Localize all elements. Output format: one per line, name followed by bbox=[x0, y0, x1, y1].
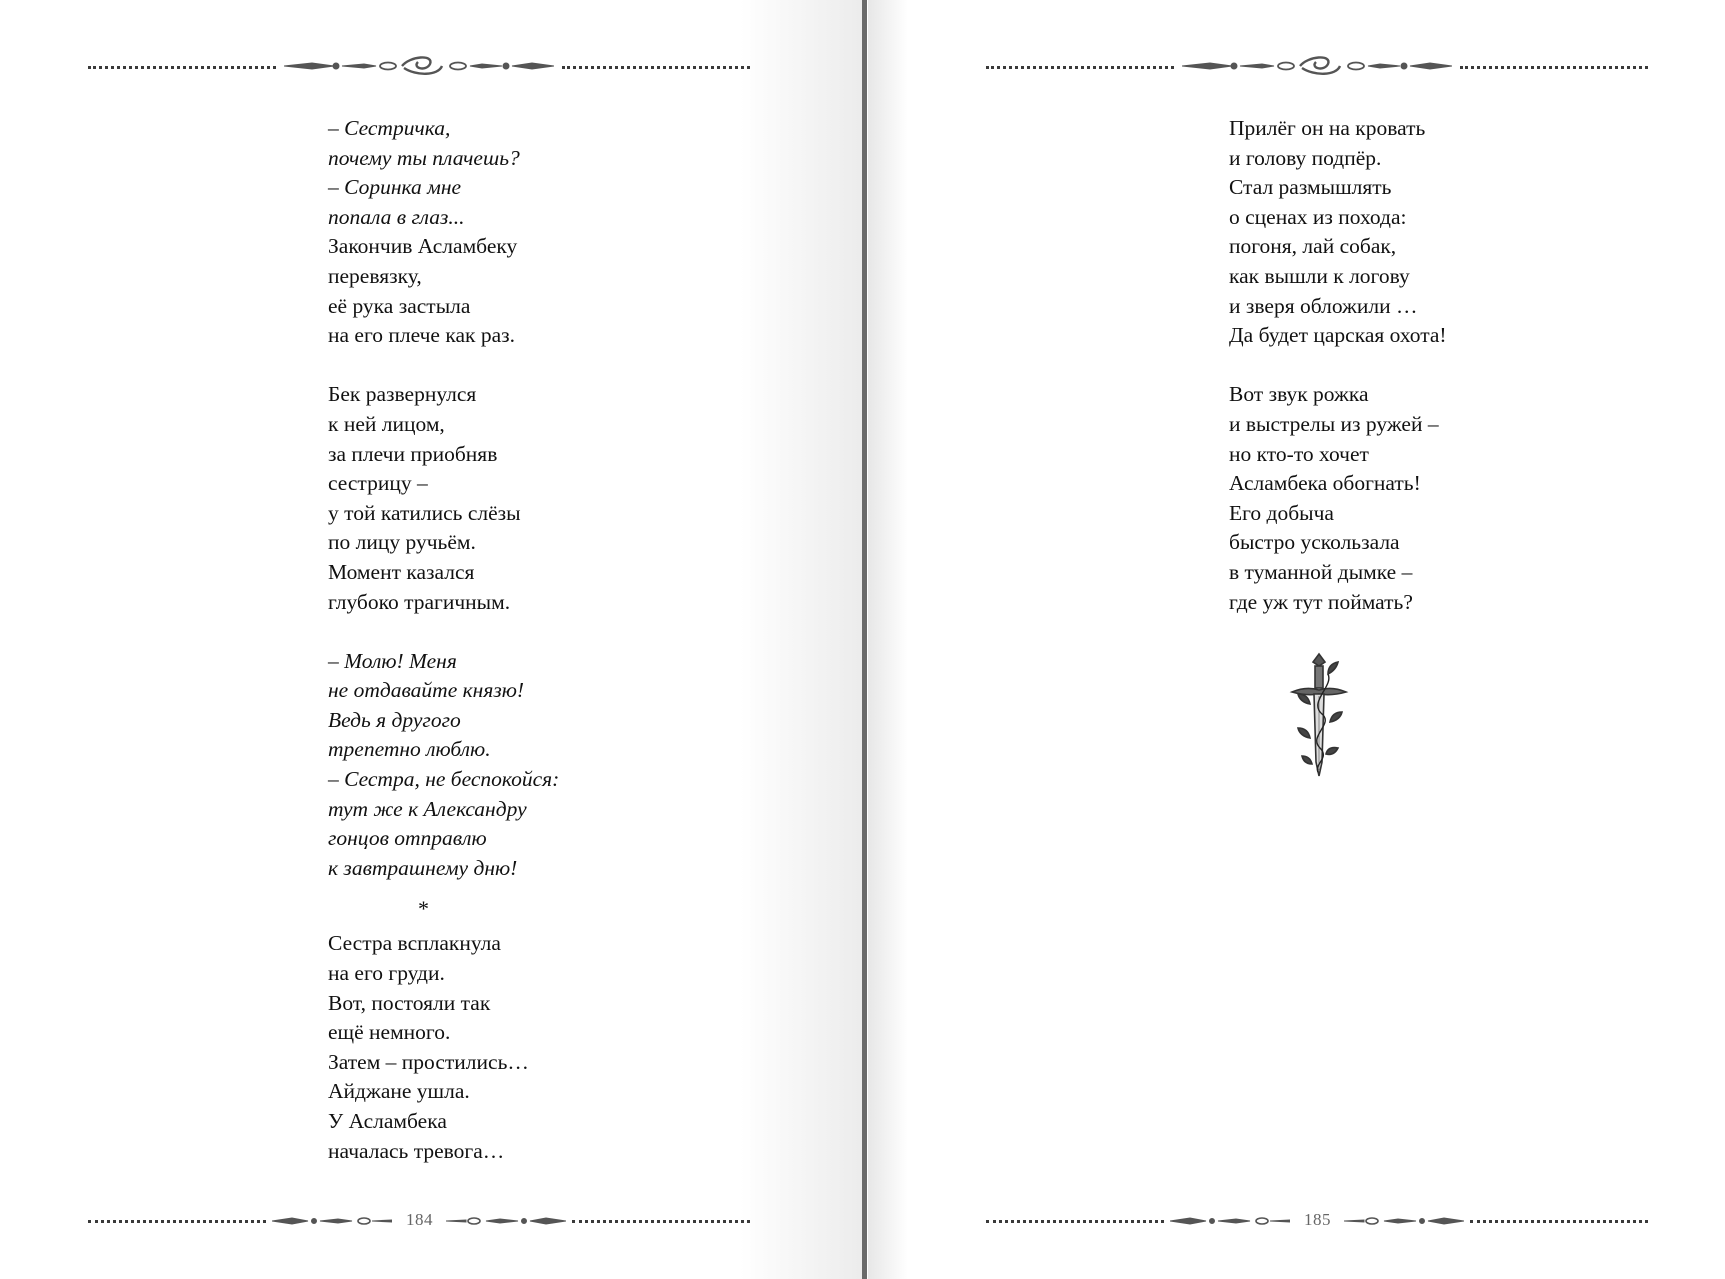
verse-line: – Сестричка, bbox=[328, 116, 451, 140]
right-page bbox=[868, 0, 1725, 1279]
verse-line: как вышли к логову bbox=[1229, 263, 1410, 288]
verse-line: в туманной дымке – bbox=[1229, 559, 1413, 584]
page-gutter-shadow bbox=[868, 0, 908, 1279]
verse-line: не отдавайте князю! bbox=[328, 678, 525, 703]
footer-rule-right bbox=[572, 1220, 750, 1223]
verse-line: Бек развернулся bbox=[328, 382, 477, 407]
footer-flourish-ornament-icon bbox=[1344, 1212, 1464, 1230]
verse-line: к ней лицом, bbox=[328, 411, 445, 436]
footer-rule-right bbox=[1470, 1220, 1648, 1223]
verse-line: – Молю! Меня bbox=[328, 648, 457, 673]
verse-line: Закончив Асламбеку bbox=[328, 234, 518, 259]
verse-line: ещё немного. bbox=[328, 1020, 451, 1045]
footer-flourish-ornament-icon bbox=[1170, 1212, 1290, 1230]
sword-with-vine-icon bbox=[1288, 652, 1350, 778]
header-rule-left bbox=[986, 66, 1174, 69]
verse-line: Ведь я другого bbox=[328, 707, 461, 732]
verse-line: к завтрашнему дню! bbox=[328, 855, 518, 880]
header-rule-left bbox=[88, 66, 276, 69]
verse-line: на его плече как раз. bbox=[328, 323, 515, 348]
header-flourish-ornament-icon bbox=[1182, 54, 1452, 78]
page-number: 185 bbox=[1304, 1210, 1331, 1229]
verse-line: Прилёг он на кровать bbox=[1229, 116, 1426, 140]
verse-line: Сестра всплакнула bbox=[328, 931, 501, 956]
page-gutter-shadow bbox=[740, 0, 862, 1279]
verse-line: сестрицу – bbox=[328, 471, 428, 496]
footer-flourish-ornament-icon bbox=[446, 1212, 566, 1230]
verse-line: почему ты плачешь? bbox=[328, 145, 520, 170]
verse-line: попала в глаз... bbox=[328, 204, 465, 229]
verse-line: глубоко трагичным. bbox=[328, 589, 511, 614]
header-rule-right bbox=[562, 66, 750, 69]
verse-line: – Соринка мне bbox=[328, 175, 462, 200]
verse-line: началась тревога… bbox=[328, 1138, 505, 1163]
footer-flourish-ornament-icon bbox=[272, 1212, 392, 1230]
verse-line: быстро ускользала bbox=[1229, 530, 1400, 555]
header-rule-right bbox=[1460, 66, 1648, 69]
verse-line: погоня, лай собак, bbox=[1229, 234, 1397, 259]
verse-line: где уж тут поймать? bbox=[1229, 589, 1413, 614]
verse-line: Его добыча bbox=[1229, 500, 1334, 525]
verse-line: тут же к Александру bbox=[328, 796, 527, 821]
page-number: 184 bbox=[406, 1210, 433, 1229]
verse-line: и зверя обложили … bbox=[1229, 293, 1418, 318]
stanza bbox=[328, 380, 559, 617]
verse-line: по лицу ручьём. bbox=[328, 530, 476, 555]
left-poem-text bbox=[328, 114, 559, 1166]
verse-line: у той катились слёзы bbox=[328, 500, 521, 525]
verse-line: её рука застыла bbox=[328, 293, 471, 318]
verse-line: Затем – простились… bbox=[328, 1049, 529, 1074]
right-poem-text bbox=[1229, 114, 1447, 617]
verse-line: на его груди. bbox=[328, 961, 445, 986]
verse-line: Асламбека обогнать! bbox=[1229, 471, 1421, 496]
verse-line: У Асламбека bbox=[328, 1109, 447, 1133]
verse-line: трепетно люблю. bbox=[328, 737, 491, 762]
stanza bbox=[328, 647, 559, 884]
verse-line: Вот звук рожка bbox=[1229, 382, 1369, 407]
header-flourish-ornament-icon bbox=[284, 54, 554, 78]
stanza bbox=[1229, 380, 1447, 617]
verse-line: Момент казался bbox=[328, 559, 475, 584]
verse-line: Стал размышлять bbox=[1229, 175, 1392, 200]
verse-line: но кто-то хочет bbox=[1229, 441, 1369, 466]
verse-line: Вот, постояли так bbox=[328, 990, 491, 1015]
book-spine bbox=[862, 0, 867, 1279]
verse-line: о сценах из похода: bbox=[1229, 204, 1407, 229]
stanza bbox=[328, 114, 559, 232]
verse-line: Да будет царская охота! bbox=[1229, 323, 1447, 348]
verse-line: – Сестра, не беспокойся: bbox=[328, 767, 560, 792]
verse-line: Айджане ушла. bbox=[328, 1079, 470, 1104]
verse-line: за плечи приобняв bbox=[328, 441, 498, 466]
section-separator: * bbox=[418, 896, 429, 922]
verse-line: и голову подпёр. bbox=[1229, 145, 1382, 170]
verse-line: перевязку, bbox=[328, 263, 422, 288]
verse-line: и выстрелы из ружей – bbox=[1229, 411, 1439, 436]
stanza bbox=[328, 232, 559, 350]
verse-line: гонцов отправлю bbox=[328, 826, 487, 851]
footer-rule-left bbox=[88, 1220, 266, 1223]
footer-rule-left bbox=[986, 1220, 1164, 1223]
stanza bbox=[1229, 114, 1447, 351]
stanza bbox=[328, 929, 559, 1166]
